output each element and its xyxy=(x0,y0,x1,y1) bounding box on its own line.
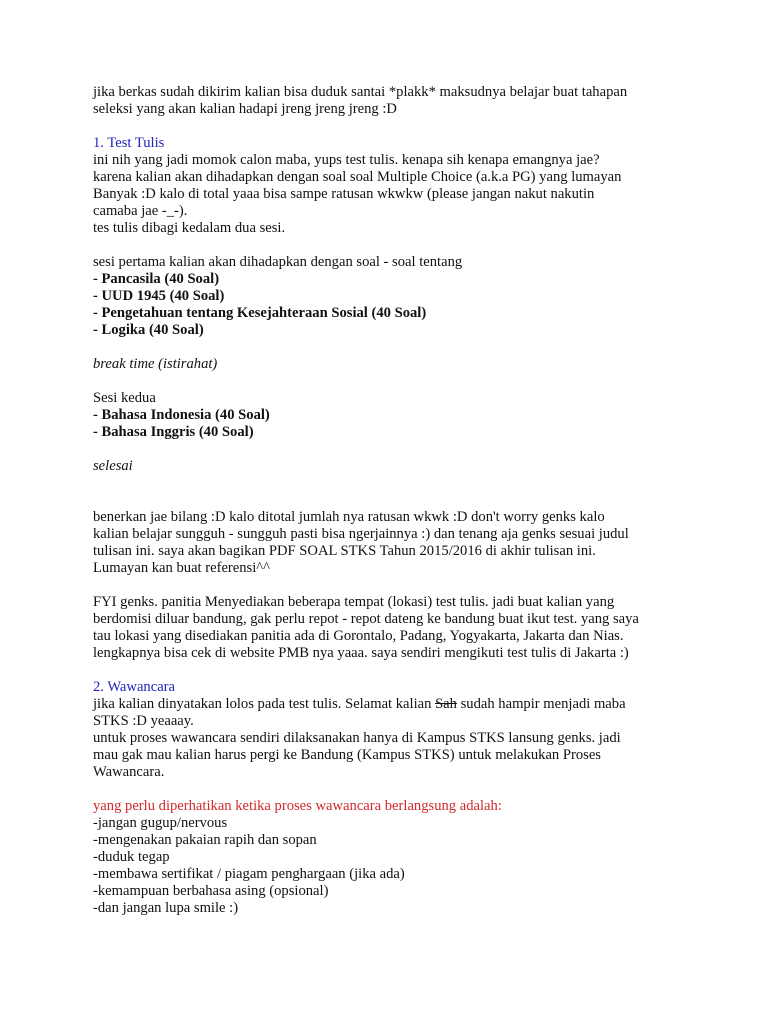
spacer xyxy=(93,118,693,135)
paragraph-line: ini nih yang jadi momok calon maba, yups test tulis. kenapa sih kenapa emangnya jae? xyxy=(93,152,600,168)
tip-item: -mengenakan pakaian rapih dan sopan xyxy=(93,832,317,848)
intro-line: seleksi yang akan kalian hadapi jreng jreng jreng :D xyxy=(93,101,397,117)
paragraph-line: kalian belajar sungguh - sungguh pasti bisa ngerjainnya :) dan tenang aja genks sesuai judul xyxy=(93,526,629,542)
paragraph-line: Lumayan kan buat referensi^^ xyxy=(93,560,270,576)
paragraph-line: untuk proses wawancara sendiri dilaksanakan hanya di Kampus STKS lansung genks. jadi xyxy=(93,730,621,746)
tip-item: -membawa sertifikat / piagam penghargaan (jika ada) xyxy=(93,866,405,882)
session1-intro: sesi pertama kalian akan dihadapkan dengan soal - soal tentang xyxy=(93,254,463,270)
spacer xyxy=(93,577,693,594)
paragraph-line: karena kalian akan dihadapkan dengan soal soal Multiple Choice (a.k.a PG) yang lumayan xyxy=(93,169,622,185)
text-segment: jika kalian dinyatakan lolos pada test tulis. Selamat kalian xyxy=(93,696,436,712)
paragraph-line: Banyak :D kalo di total yaaa bisa sampe ratusan wkwkw (please jangan nakut nakutin xyxy=(93,186,595,202)
tip-item: -duduk tegap xyxy=(93,849,170,865)
paragraph-line: tau lokasi yang disediakan panitia ada di Gorontalo, Padang, Yogyakarta, Jakarta dan Nias. xyxy=(93,628,624,644)
paragraph-line: tulisan ini. saya akan bagikan PDF SOAL STKS Tahun 2015/2016 di akhir tulisan ini. xyxy=(93,543,596,559)
spacer xyxy=(93,441,693,458)
spacer xyxy=(93,237,693,254)
paragraph-line: camaba jae -_-). xyxy=(93,203,188,219)
paragraph-line: tes tulis dibagi kedalam dua sesi. xyxy=(93,220,286,236)
spacer xyxy=(93,339,693,356)
paragraph-line: benerkan jae bilang :D kalo ditotal jumlah nya ratusan wkwk :D don't worry genks kalo xyxy=(93,509,605,525)
session1-item: - Pancasila (40 Soal) xyxy=(93,271,220,287)
strikethrough-text: Sah xyxy=(435,696,457,712)
section-heading-wawancara: 2. Wawancara xyxy=(93,679,176,695)
paragraph-line xyxy=(93,696,693,713)
spacer xyxy=(93,662,693,679)
paragraph-line: mau gak mau kalian harus pergi ke Bandung (Kampus STKS) untuk melakukan Proses xyxy=(93,747,601,763)
break-note: break time (istirahat) xyxy=(93,356,218,372)
tip-item: -dan jangan lupa smile :) xyxy=(93,900,239,916)
session2-item: - Bahasa Inggris (40 Soal) xyxy=(93,424,254,440)
tip-item: -jangan gugup/nervous xyxy=(93,815,228,831)
paragraph-line: lengkapnya bisa cek di website PMB nya yaaa. saya sendiri mengikuti test tulis di Jakarta :) xyxy=(93,645,629,661)
session1-item: - Pengetahuan tentang Kesejahteraan Sosial (40 Soal) xyxy=(93,305,427,321)
spacer xyxy=(93,373,693,390)
session2-intro: Sesi kedua xyxy=(93,390,156,406)
session1-item: - UUD 1945 (40 Soal) xyxy=(93,288,225,304)
document-page xyxy=(93,84,693,917)
done-note: selesai xyxy=(93,458,133,474)
intro-line: jika berkas sudah dikirim kalian bisa duduk santai *plakk* maksudnya belajar buat tahapan xyxy=(93,84,628,100)
section-heading-test-tulis: 1. Test Tulis xyxy=(93,135,165,151)
tips-heading: yang perlu diperhatikan ketika proses wawancara berlangsung adalah: xyxy=(93,798,502,814)
session2-item: - Bahasa Indonesia (40 Soal) xyxy=(93,407,270,423)
tip-item: -kemampuan berbahasa asing (opsional) xyxy=(93,883,329,899)
spacer xyxy=(93,781,693,798)
paragraph-line: berdomisi diluar bandung, gak perlu repot - repot dateng ke bandung buat ikut test. yang saya xyxy=(93,611,639,627)
paragraph-line: FYI genks. panitia Menyediakan beberapa tempat (lokasi) test tulis. jadi buat kalian yang xyxy=(93,594,615,610)
session1-item: - Logika (40 Soal) xyxy=(93,322,204,338)
paragraph-line: Wawancara. xyxy=(93,764,165,780)
paragraph-line: STKS :D yeaaay. xyxy=(93,713,194,729)
spacer xyxy=(93,475,693,509)
text-segment: sudah hampir menjadi maba xyxy=(456,696,626,712)
